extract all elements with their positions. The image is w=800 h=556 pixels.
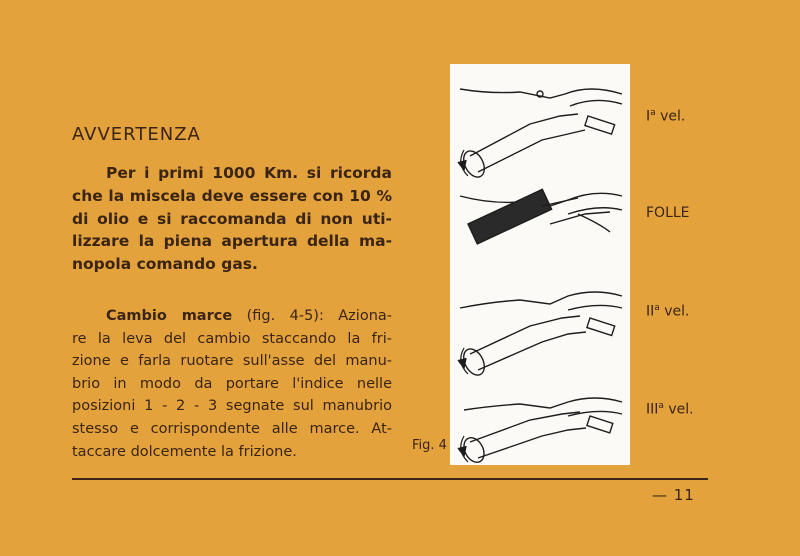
section-heading: AVVERTENZA bbox=[72, 124, 201, 145]
footer-rule bbox=[72, 478, 708, 480]
gear-figure-ref: (fig. 4-5): Aziona- bbox=[246, 308, 393, 324]
handlebar-figure bbox=[450, 64, 630, 465]
handlebar-illustration bbox=[450, 64, 630, 465]
gear-line: zione e farla ruotare sull'asse del manu- bbox=[72, 353, 392, 370]
warning-line: nopola comando gas. bbox=[72, 255, 258, 274]
label-third-gear: III$^a$ vel. bbox=[646, 401, 694, 418]
gear-line: posizioni 1 - 2 - 3 segnate sul manubrio bbox=[72, 398, 392, 415]
label-first-gear: $I^a$ vel. bbox=[646, 108, 686, 125]
warning-line: lizzare la piena apertura della ma- bbox=[72, 232, 392, 251]
grip-drawing-third-gear bbox=[458, 398, 622, 465]
gear-line: brio in modo da portare l'indice nelle bbox=[72, 375, 392, 392]
warning-paragraph bbox=[72, 162, 392, 276]
grip-drawing-first-gear bbox=[458, 89, 622, 181]
warning-line: Per i primi 1000 Km. si ricorda bbox=[106, 164, 392, 182]
warning-line: di olio e si raccomanda di non uti- bbox=[72, 209, 392, 228]
figure-caption: Fig. 4 bbox=[412, 438, 447, 453]
gear-title: Cambio marce bbox=[106, 308, 233, 324]
label-neutral: FOLLE bbox=[646, 205, 690, 221]
grip-drawing-neutral bbox=[460, 189, 622, 244]
page-number: — 11 bbox=[652, 486, 695, 504]
gear-change-paragraph bbox=[72, 305, 392, 463]
label-second-gear: $II^a$ vel. bbox=[646, 303, 690, 320]
grip-drawing-second-gear bbox=[458, 292, 622, 379]
warning-line: che la miscela deve essere con 10 % bbox=[72, 186, 392, 205]
gear-line: taccare dolcemente la frizione. bbox=[72, 443, 297, 460]
gear-line: re la leva del cambio staccando la fri- bbox=[72, 330, 392, 347]
gear-line: stesso e corrispondente alle marce. At- bbox=[72, 420, 392, 437]
gear-first-line bbox=[72, 305, 392, 328]
